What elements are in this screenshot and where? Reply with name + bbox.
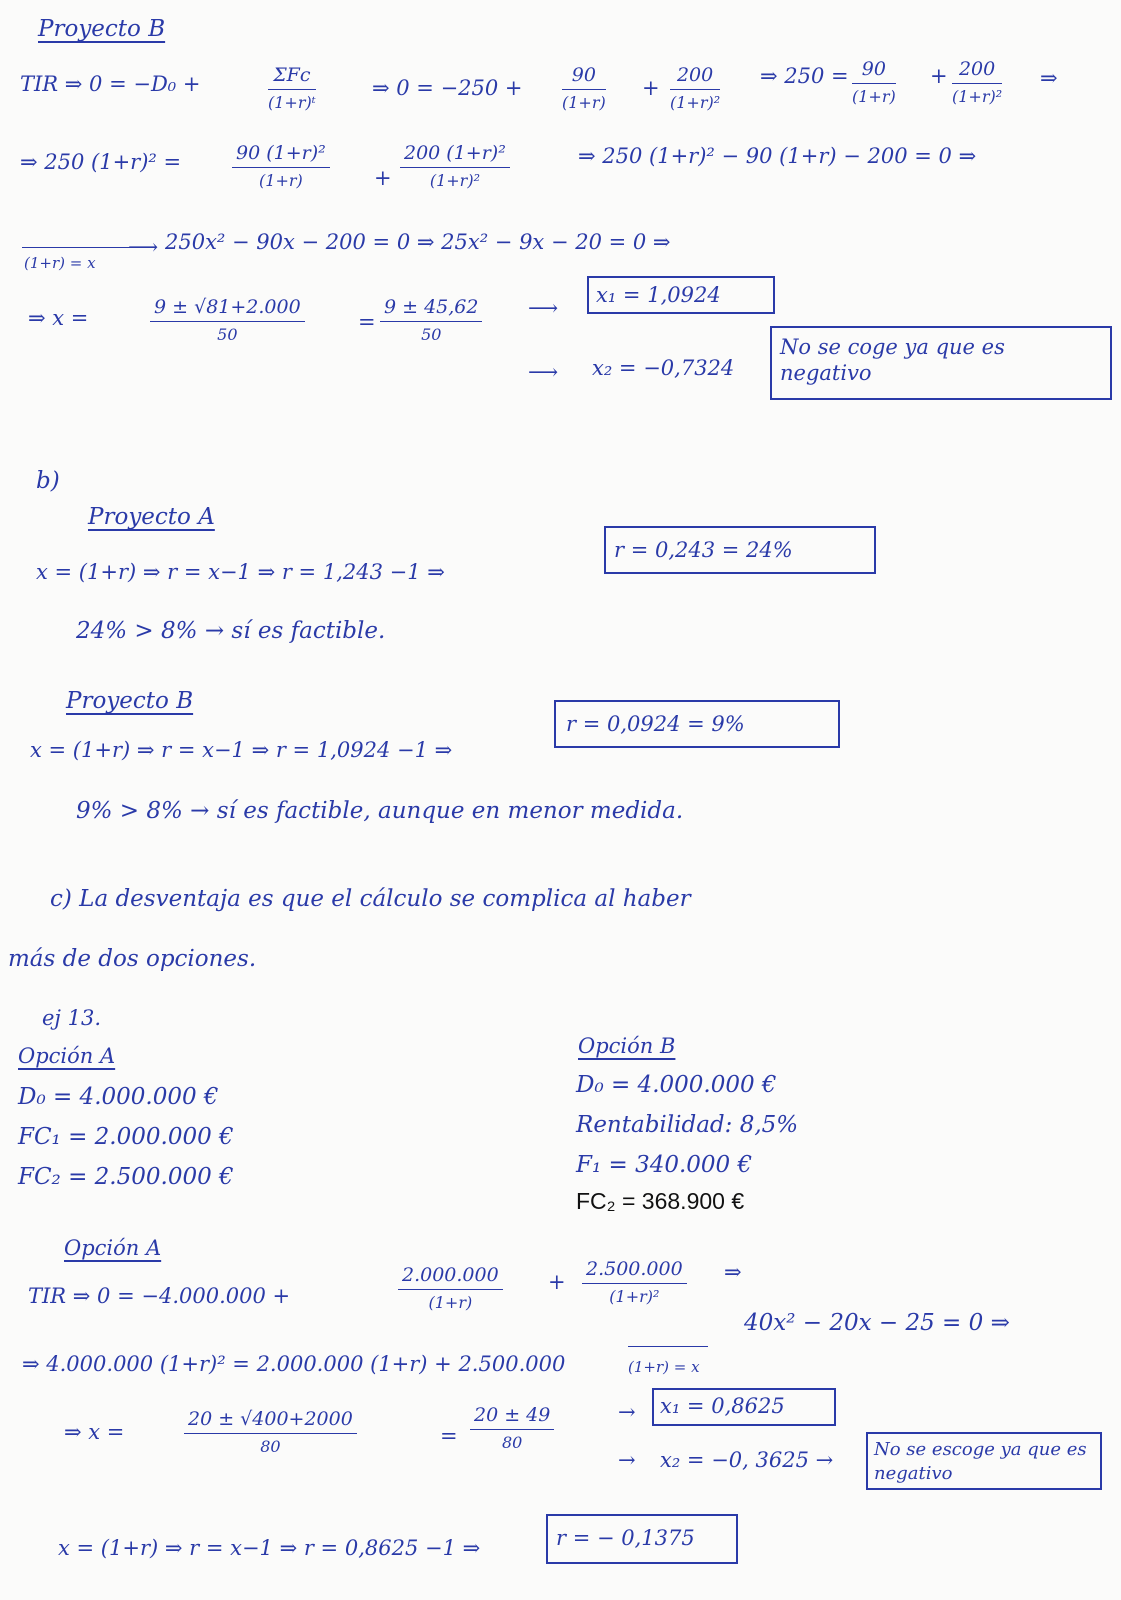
eq-a3-arrow2: → <box>618 1448 636 1472</box>
tir-a-fraction-2 <box>582 1258 687 1306</box>
eq-a3-lead: ⇒ x = <box>64 1420 125 1444</box>
eq-a3-formula-num: 20 ± √400+2000 <box>184 1408 357 1434</box>
eq-a2-substitution: (1+r) = x <box>628 1358 700 1376</box>
equation-mid: ⇒ 0 = −250 + <box>372 76 523 100</box>
opcion-a-heading-2: Opción A <box>64 1236 162 1260</box>
opcion-b-rentabilidad: Rentabilidad: 8,5% <box>576 1112 799 1138</box>
quadratic-result <box>380 296 482 344</box>
fraction-90b <box>852 58 896 106</box>
proyecto-b-conclusion: 9% > 8% → sí es factible, aunque en menor medida. <box>76 798 684 824</box>
eq2-right: ⇒ 250 (1+r)² − 90 (1+r) − 200 = 0 ⇒ <box>578 144 977 168</box>
tir-a-fraction-1 <box>398 1264 503 1312</box>
tir-a-f2-num: 2.500.000 <box>582 1258 687 1284</box>
opcion-b-f1: F₁ = 340.000 € <box>576 1152 753 1178</box>
arrow-x1: ⟶ <box>528 296 559 320</box>
eq-a2-quadratic: 40x² − 20x − 25 = 0 ⇒ <box>744 1310 1010 1336</box>
tir-a-f1-num: 2.000.000 <box>398 1264 503 1290</box>
proyecto-b-heading: Proyecto B <box>38 16 166 42</box>
sum-denominator: (1+r)ᵗ <box>268 93 316 112</box>
quadratic-equation: 250x² − 90x − 200 = 0 ⇒ 25x² − 9x − 20 = 0 ⇒ <box>165 230 671 254</box>
equals-sign: = <box>358 310 376 334</box>
part-c-line-1: c) La desventaja es que el cálculo se complica al haber <box>50 886 691 912</box>
eq-a3-equals: = <box>440 1424 458 1448</box>
x-solution-lead: ⇒ x = <box>28 306 89 330</box>
opcion-a-fc1: FC₁ = 2.000.000 € <box>18 1124 234 1150</box>
eq-a2-left: ⇒ 4.000.000 (1+r)² = 2.000.000 (1+r) + 2.500.000 <box>22 1352 566 1376</box>
sum-fraction <box>268 64 316 112</box>
tir-a-end-arrow: ⇒ <box>724 1260 742 1284</box>
tir-a-f2-den: (1+r)² <box>609 1287 660 1306</box>
eq2-left: ⇒ 250 (1+r)² = <box>20 150 182 174</box>
opcion-a-heading: Opción A <box>18 1044 116 1068</box>
fraction-200b-num: 200 <box>952 58 1002 84</box>
eq2-f2-den: (1+r)² <box>429 171 480 190</box>
tir-a-plus: + <box>548 1270 566 1294</box>
substitution-note: (1+r) = x <box>24 254 96 272</box>
proyecto-b-calculation: x = (1+r) ⇒ r = x−1 ⇒ r = 1,0924 −1 ⇒ <box>30 738 453 762</box>
eq2-f2-num: 200 (1+r)² <box>400 142 510 168</box>
plus-sign-2: + <box>930 64 948 88</box>
quadratic-formula-den: 50 <box>217 325 238 344</box>
opcion-a-fc2: FC₂ = 2.500.000 € <box>18 1164 234 1190</box>
eq-a3-result-num: 20 ± 49 <box>470 1404 554 1430</box>
eq2-plus: + <box>374 166 392 190</box>
x2-note: No se coge ya que es negativo <box>780 335 1005 386</box>
arrow-250: ⇒ 250 = <box>760 64 849 88</box>
fraction-90 <box>562 64 606 112</box>
fraction-90-den: (1+r) <box>562 93 606 112</box>
final-result: r = − 0,1375 <box>556 1526 695 1550</box>
fraction-200-num: 200 <box>670 64 720 90</box>
substitution-arrow-line <box>22 247 134 248</box>
fraction-90-num: 90 <box>562 64 606 90</box>
proyecto-b-result: r = 0,0924 = 9% <box>566 712 745 736</box>
proyecto-a-conclusion: 24% > 8% → sí es factible. <box>76 618 386 644</box>
proyecto-a-heading: Proyecto A <box>88 504 215 530</box>
quadratic-result-den: 50 <box>421 325 442 344</box>
eq-a3-formula-den: 80 <box>260 1437 281 1456</box>
tir-equation-start: TIR ⇒ 0 = −D₀ + <box>20 72 201 96</box>
opcion-b-heading: Opción B <box>578 1034 676 1058</box>
opcion-a-d0: D₀ = 4.000.000 € <box>18 1084 219 1110</box>
eq2-fraction-2 <box>400 142 510 190</box>
fraction-200-den: (1+r)² <box>670 93 721 112</box>
quadratic-formula-num: 9 ± √81+2.000 <box>150 296 305 322</box>
proyecto-a-calculation: x = (1+r) ⇒ r = x−1 ⇒ r = 1,243 −1 ⇒ <box>36 560 445 584</box>
sum-numerator: ΣFc <box>268 64 316 90</box>
fraction-200 <box>670 64 720 112</box>
eq-a3-x1: x₁ = 0,8625 <box>660 1394 785 1418</box>
final-calculation: x = (1+r) ⇒ r = x−1 ⇒ r = 0,8625 −1 ⇒ <box>58 1536 481 1560</box>
eq-a3-result-den: 80 <box>502 1433 523 1452</box>
eq-a3-note: No se escoge ya que es negativo <box>874 1439 1087 1485</box>
eq-a3-result <box>470 1404 554 1452</box>
part-b-label: b) <box>36 468 60 494</box>
proyecto-a-result: r = 0,243 = 24% <box>614 538 793 562</box>
x2-value: x₂ = −0,7324 <box>592 356 735 380</box>
substitution-arrow: ⟶ <box>128 235 159 259</box>
exercise-13-label: ej 13. <box>42 1006 102 1030</box>
end-arrow: ⇒ <box>1040 66 1058 90</box>
tir-a-f1-den: (1+r) <box>428 1293 473 1312</box>
opcion-b-fc2: FC₂ = 368.900 € <box>576 1188 745 1214</box>
quadratic-result-num: 9 ± 45,62 <box>380 296 482 322</box>
eq-a3-x2: x₂ = −0, 3625 → <box>660 1448 834 1472</box>
fraction-200b <box>952 58 1002 106</box>
arrow-x2: ⟶ <box>528 360 559 384</box>
plus-sign: + <box>642 76 660 100</box>
x1-value: x₁ = 1,0924 <box>596 283 721 307</box>
tir-a-left: TIR ⇒ 0 = −4.000.000 + <box>28 1284 291 1308</box>
eq2-f1-den: (1+r) <box>259 171 303 190</box>
fraction-200b-den: (1+r)² <box>952 87 1003 106</box>
quadratic-formula <box>150 296 305 344</box>
part-c-line-2: más de dos opciones. <box>8 946 257 972</box>
eq2-f1-num: 90 (1+r)² <box>232 142 330 168</box>
eq-a3-formula <box>184 1408 357 1456</box>
fraction-90b-den: (1+r) <box>852 87 896 106</box>
opcion-b-d0: D₀ = 4.000.000 € <box>576 1072 777 1098</box>
eq-a3-arrow1: → <box>618 1400 636 1424</box>
proyecto-b-heading-2: Proyecto B <box>66 688 194 714</box>
fraction-90b-num: 90 <box>852 58 896 84</box>
eq2-fraction-1 <box>232 142 330 190</box>
eq-a2-subst-arrow-line <box>628 1346 708 1347</box>
